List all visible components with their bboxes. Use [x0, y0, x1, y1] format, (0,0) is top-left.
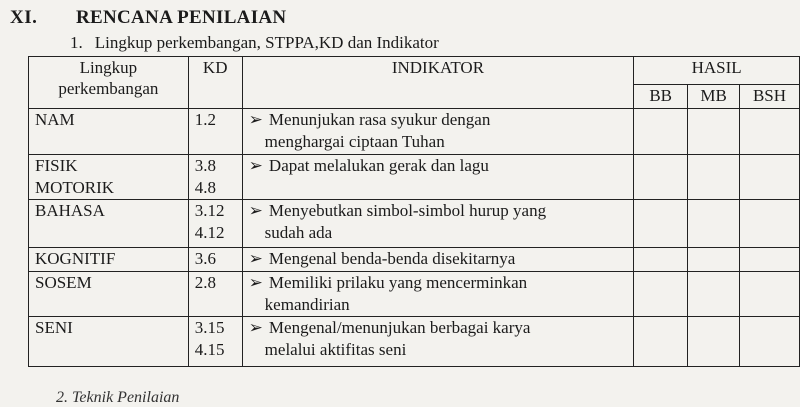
section-number: XI.: [10, 7, 38, 28]
lingkup-text: NAM: [35, 110, 75, 129]
cell-lingkup: [29, 248, 189, 272]
kd-text: 2.8: [194, 273, 216, 292]
cell-hasil-bsh: [740, 317, 800, 367]
cell-indikator: [242, 155, 634, 200]
kd-text: 3.12: [194, 201, 225, 220]
header-lingkup-line1: Lingkup: [79, 58, 138, 77]
assessment-table: [28, 56, 800, 367]
table-row: [29, 272, 800, 317]
cell-kd: [188, 272, 242, 317]
cell-kd: [188, 155, 242, 200]
table-row: [29, 200, 800, 248]
bullet-arrow-icon: ➢: [248, 156, 263, 175]
indikator-text: kemandirian: [264, 295, 350, 314]
cell-indikator: [242, 200, 634, 248]
header-kd: KD: [188, 57, 242, 109]
cell-lingkup: [29, 155, 189, 200]
cell-indikator: [242, 248, 634, 272]
cell-hasil-bb: [634, 272, 688, 317]
indikator-text: Mengenal benda-benda disekitarnya: [268, 249, 516, 268]
cell-hasil-bsh: [740, 155, 800, 200]
cell-hasil-mb: [688, 248, 740, 272]
header-hasil: HASIL: [634, 57, 800, 85]
cell-kd: [188, 109, 242, 155]
indikator-text: Menyebutkan simbol-simbol hurup yang: [268, 201, 547, 220]
section-title: RENCANA PENILAIAN: [76, 7, 287, 28]
indikator-text: Menunjukan rasa syukur dengan: [268, 110, 491, 129]
lingkup-text: KOGNITIF: [35, 249, 116, 268]
next-section-heading: 2. Teknik Penilaian: [56, 389, 180, 406]
table-body: [29, 109, 800, 367]
indikator-text: sudah ada: [264, 223, 333, 242]
cell-lingkup: [29, 272, 189, 317]
table-row: [29, 109, 800, 155]
cell-kd: [188, 200, 242, 248]
bullet-arrow-icon: ➢: [248, 273, 263, 292]
cell-lingkup: [29, 109, 189, 155]
indikator-text: menghargai ciptaan Tuhan: [264, 132, 445, 151]
cell-lingkup: [29, 317, 189, 367]
cell-indikator: [242, 109, 634, 155]
header-lingkup-line2: perkembangan: [58, 79, 159, 98]
cell-indikator: [242, 272, 634, 317]
kd-text: 4.8: [194, 178, 216, 197]
lingkup-text: SOSEM: [35, 273, 92, 292]
cell-lingkup: [29, 200, 189, 248]
cell-hasil-bb: [634, 109, 688, 155]
subsection-number: 1.: [70, 33, 83, 52]
cell-hasil-bsh: [740, 248, 800, 272]
lingkup-text: FISIK: [35, 156, 78, 175]
subsection-title: Lingkup perkembangan, STPPA,KD dan Indikator: [94, 33, 439, 52]
header-lingkup: [29, 57, 189, 109]
kd-text: 1.2: [194, 110, 216, 129]
cell-hasil-bb: [634, 155, 688, 200]
indikator-text: Mengenal/menunjukan berbagai karya: [268, 318, 531, 337]
bullet-arrow-icon: ➢: [248, 110, 263, 129]
indikator-text: Dapat melalukan gerak dan lagu: [268, 156, 489, 175]
header-mb: MB: [688, 85, 740, 109]
kd-text: 3.15: [194, 318, 225, 337]
cell-hasil-bb: [634, 317, 688, 367]
cell-hasil-bb: [634, 200, 688, 248]
cell-kd: [188, 317, 242, 367]
cell-hasil-mb: [688, 272, 740, 317]
cell-indikator: [242, 317, 634, 367]
kd-text: 4.15: [194, 340, 225, 359]
bullet-arrow-icon: ➢: [248, 201, 263, 220]
cell-hasil-bsh: [740, 200, 800, 248]
header-bb: BB: [634, 85, 688, 109]
indikator-text: Memiliki prilaku yang mencerminkan: [268, 273, 528, 292]
bullet-arrow-icon: ➢: [248, 318, 263, 337]
kd-text: 4.12: [194, 223, 225, 242]
header-bsh: BSH: [740, 85, 800, 109]
lingkup-text: MOTORIK: [35, 178, 115, 197]
kd-text: 3.8: [194, 156, 216, 175]
lingkup-text: BAHASA: [35, 201, 105, 220]
cell-kd: [188, 248, 242, 272]
table-row: [29, 155, 800, 200]
subsection-heading: [70, 33, 439, 53]
cell-hasil-mb: [688, 155, 740, 200]
header-indikator: INDIKATOR: [242, 57, 634, 109]
table-row: [29, 248, 800, 272]
table-row: [29, 317, 800, 367]
cell-hasil-mb: [688, 200, 740, 248]
cell-hasil-mb: [688, 317, 740, 367]
header-row: [29, 57, 800, 85]
cell-hasil-bsh: [740, 272, 800, 317]
lingkup-text: SENI: [35, 318, 73, 337]
kd-text: 3.6: [194, 249, 216, 268]
bullet-arrow-icon: ➢: [248, 249, 263, 268]
cell-hasil-bsh: [740, 109, 800, 155]
cell-hasil-mb: [688, 109, 740, 155]
indikator-text: melalui aktifitas seni: [264, 340, 407, 359]
cell-hasil-bb: [634, 248, 688, 272]
